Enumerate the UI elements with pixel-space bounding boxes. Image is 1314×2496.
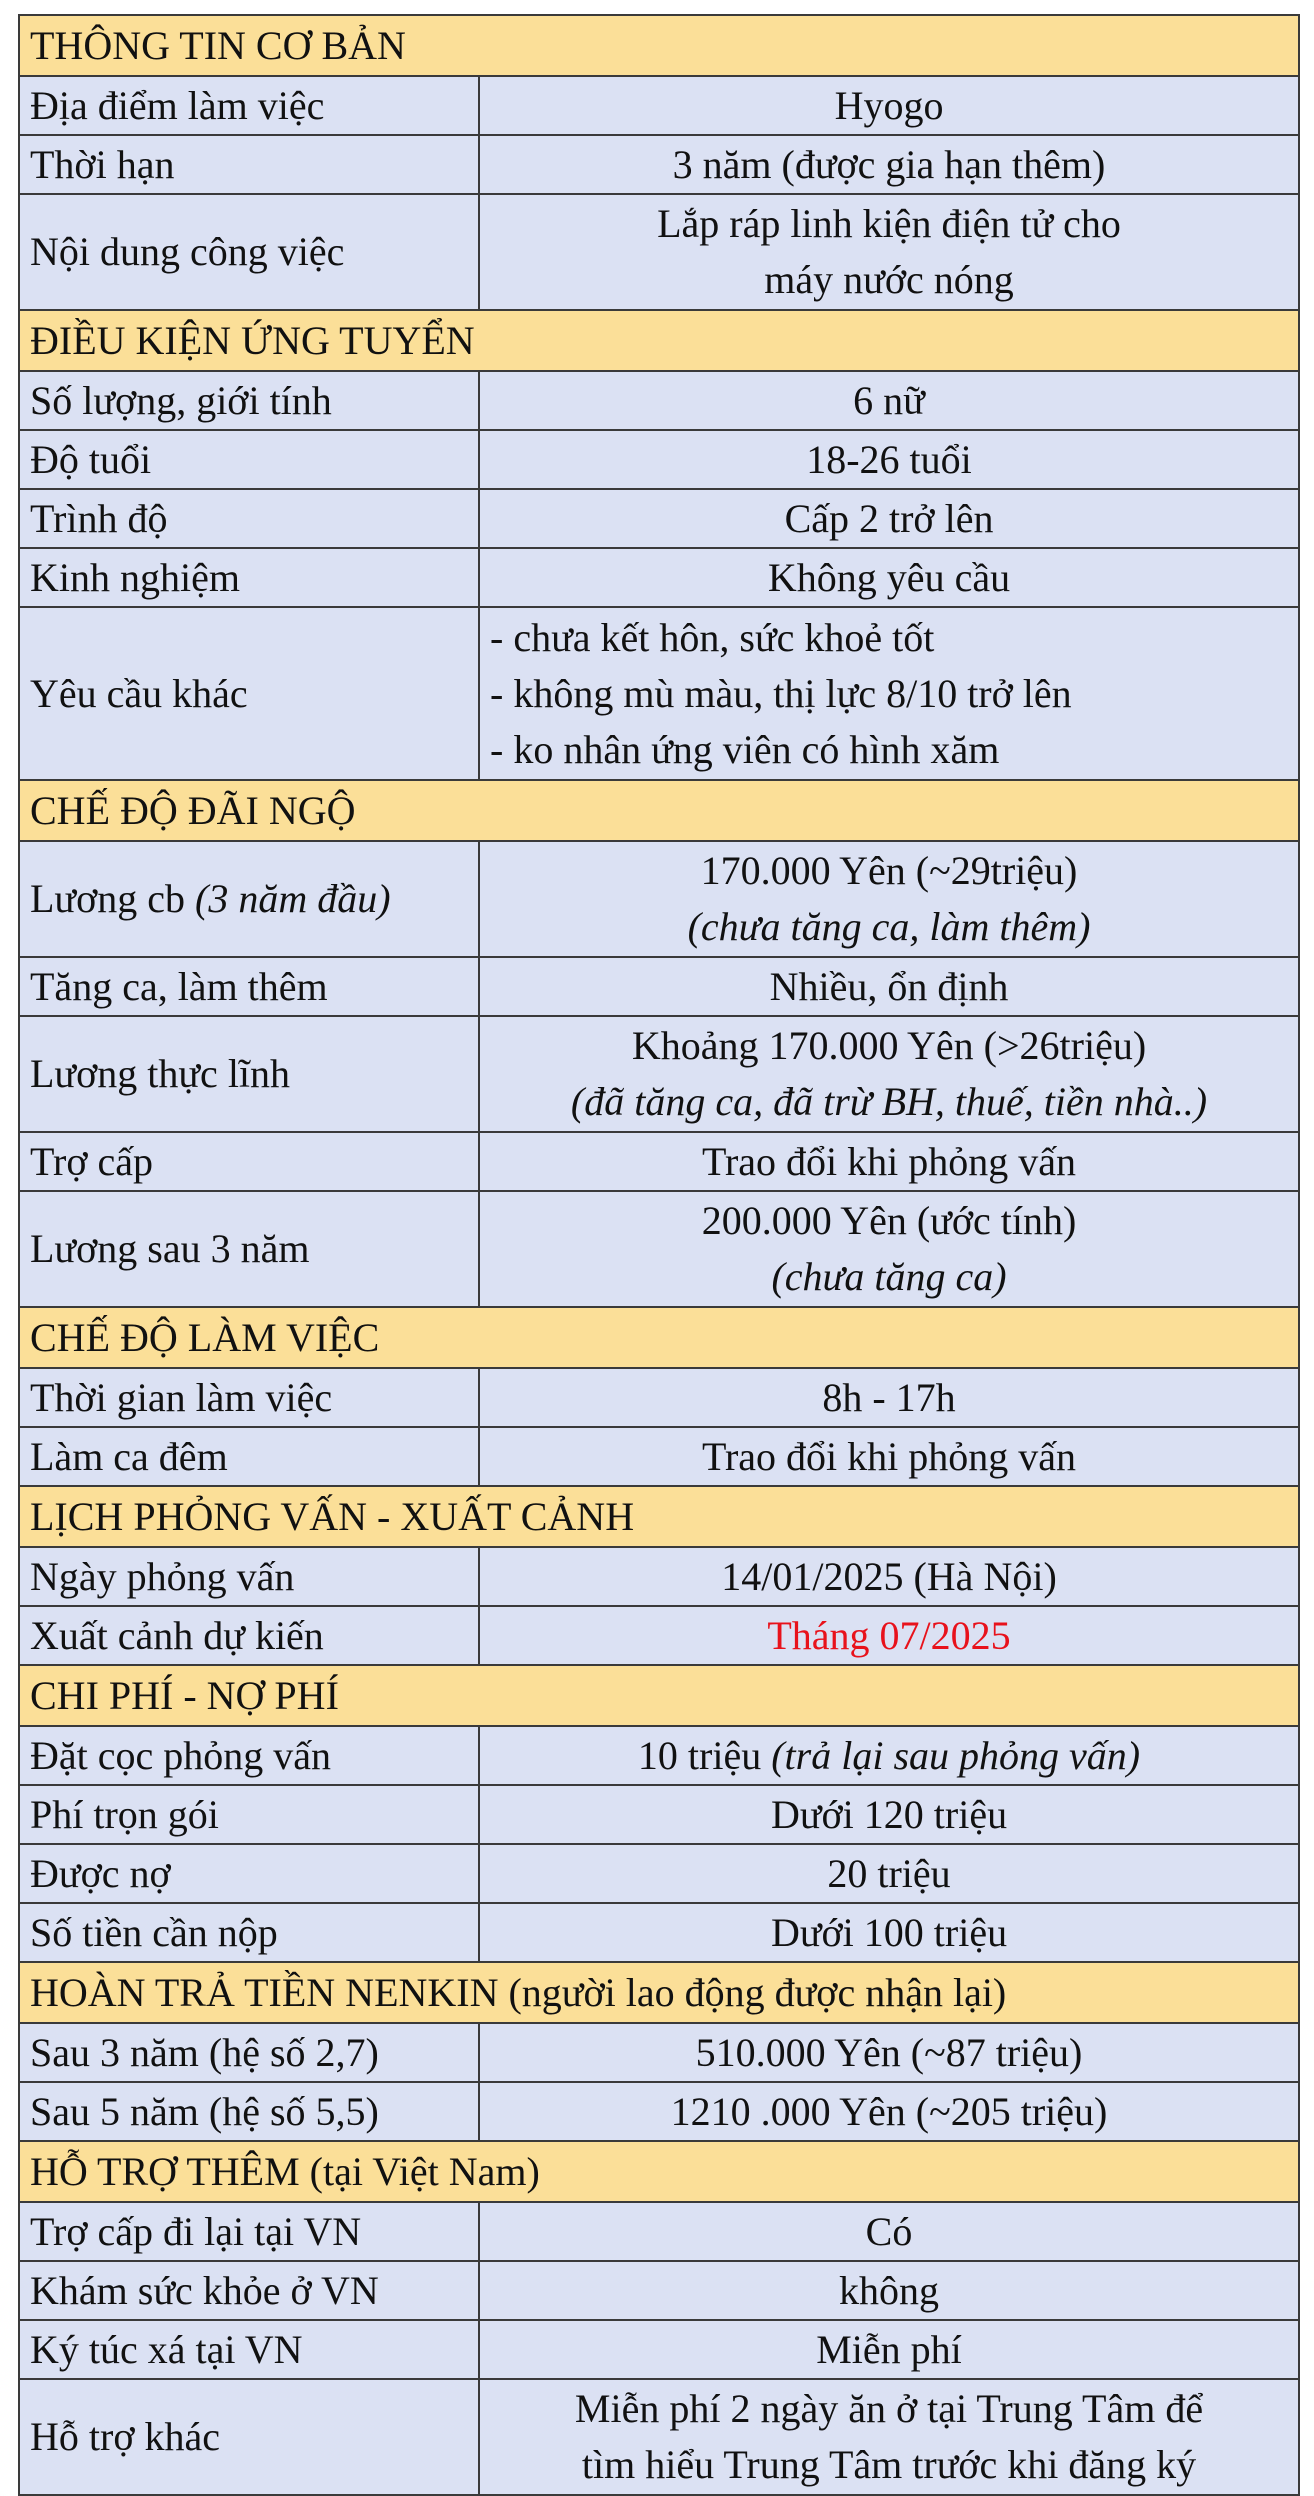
row-label: Số lượng, giới tính: [19, 371, 479, 430]
section-header-nenkin: [19, 1962, 1299, 2023]
row-label: [19, 841, 479, 957]
row-label: Độ tuổi: [19, 430, 479, 489]
table-row: [19, 548, 1299, 607]
label-text: Lương cb: [30, 876, 186, 921]
table-row: [19, 2202, 1299, 2261]
section-header-requirements: [19, 310, 1299, 371]
row-value: [479, 2379, 1299, 2495]
row-label: Yêu cầu khác: [19, 607, 479, 780]
value-note: (đã tăng ca, đã trừ BH, thuế, tiền nhà..): [570, 1079, 1208, 1124]
row-value: Miễn phí: [479, 2320, 1299, 2379]
row-label: Được nợ: [19, 1844, 479, 1903]
value-line: 200.000 Yên (ước tính): [701, 1198, 1077, 1243]
table-row: [19, 135, 1299, 194]
label-note: (3 năm đầu): [195, 876, 391, 921]
value-line: 170.000 Yên (~29triệu): [700, 848, 1078, 893]
row-label: Thời gian làm việc: [19, 1368, 479, 1427]
section-title: CHẾ ĐỘ LÀM VIỆC: [19, 1307, 1299, 1368]
section-header-extra-support: [19, 2141, 1299, 2202]
table-row: [19, 1427, 1299, 1486]
row-label: Thời hạn: [19, 135, 479, 194]
row-label: Lương thực lĩnh: [19, 1016, 479, 1132]
value-line: - chưa kết hôn, sức khoẻ tốt: [490, 614, 935, 660]
table-row: [19, 2082, 1299, 2141]
row-label: Đặt cọc phỏng vấn: [19, 1726, 479, 1785]
section-header-benefits: [19, 780, 1299, 841]
table-row: [19, 194, 1299, 310]
table-row: [19, 2320, 1299, 2379]
value-line: - ko nhân ứng viên có hình xăm: [490, 726, 1000, 772]
job-info-table: [18, 14, 1300, 2496]
value-note: (trả lại sau phỏng vấn): [771, 1732, 1141, 1778]
table-row: [19, 841, 1299, 957]
row-value: Có: [479, 2202, 1299, 2261]
value-line: Lắp ráp linh kiện điện tử cho: [657, 201, 1121, 246]
section-title: HỖ TRỢ THÊM (tại Việt Nam): [19, 2141, 1299, 2202]
row-label: Lương sau 3 năm: [19, 1191, 479, 1307]
table-row: [19, 1368, 1299, 1427]
row-label: Trợ cấp đi lại tại VN: [19, 2202, 479, 2261]
section-header-schedule: [19, 1486, 1299, 1547]
section-header-basic-info: [19, 15, 1299, 76]
row-label: Phí trọn gói: [19, 1785, 479, 1844]
row-value: [479, 1726, 1299, 1785]
job-info-sheet: [18, 14, 1298, 2496]
row-value: 18-26 tuổi: [479, 430, 1299, 489]
table-row: [19, 371, 1299, 430]
row-value: 14/01/2025 (Hà Nội): [479, 1547, 1299, 1606]
row-value: 6 nữ: [479, 371, 1299, 430]
row-value: Cấp 2 trở lên: [479, 489, 1299, 548]
section-title: CHẾ ĐỘ ĐÃI NGỘ: [19, 780, 1299, 841]
section-title: ĐIỀU KIỆN ỨNG TUYỂN: [19, 310, 1299, 371]
section-title: HOÀN TRẢ TIỀN NENKIN (người lao động được nhận lại): [19, 1962, 1299, 2023]
row-value: 1210 .000 Yên (~205 triệu): [479, 2082, 1299, 2141]
row-label: Sau 5 năm (hệ số 5,5): [19, 2082, 479, 2141]
table-row: [19, 489, 1299, 548]
value-note: (chưa tăng ca): [771, 1254, 1007, 1299]
row-label: Ngày phỏng vấn: [19, 1547, 479, 1606]
table-row: [19, 1726, 1299, 1785]
section-header-work-regime: [19, 1307, 1299, 1368]
row-label: Khám sức khỏe ở VN: [19, 2261, 479, 2320]
row-value: Dưới 120 triệu: [479, 1785, 1299, 1844]
departure-date-highlight: Tháng 07/2025: [479, 1606, 1299, 1665]
row-label: Số tiền cần nộp: [19, 1903, 479, 1962]
row-value: 510.000 Yên (~87 triệu): [479, 2023, 1299, 2082]
row-label: Xuất cảnh dự kiến: [19, 1606, 479, 1665]
row-label: Ký túc xá tại VN: [19, 2320, 479, 2379]
row-label: Trợ cấp: [19, 1132, 479, 1191]
section-title: THÔNG TIN CƠ BẢN: [19, 15, 1299, 76]
row-value: Trao đổi khi phỏng vấn: [479, 1132, 1299, 1191]
table-row: [19, 2023, 1299, 2082]
row-label: Địa điểm làm việc: [19, 76, 479, 135]
table-row: [19, 1606, 1299, 1665]
table-row: [19, 607, 1299, 780]
row-label: Hỗ trợ khác: [19, 2379, 479, 2495]
table-row: [19, 1844, 1299, 1903]
table-row: [19, 1903, 1299, 1962]
row-label: Làm ca đêm: [19, 1427, 479, 1486]
value-line: máy nước nóng: [764, 257, 1014, 302]
table-row: [19, 1132, 1299, 1191]
table-row: [19, 957, 1299, 1016]
row-value: 3 năm (được gia hạn thêm): [479, 135, 1299, 194]
section-title: LỊCH PHỎNG VẤN - XUẤT CẢNH: [19, 1486, 1299, 1547]
row-label: Tăng ca, làm thêm: [19, 957, 479, 1016]
row-value: Không yêu cầu: [479, 548, 1299, 607]
value-line: Miễn phí 2 ngày ăn ở tại Trung Tâm để: [574, 2386, 1204, 2431]
table-row: [19, 430, 1299, 489]
row-label: Nội dung công việc: [19, 194, 479, 310]
row-value: [479, 841, 1299, 957]
value-text: 10 triệu: [637, 1732, 762, 1778]
table-row: [19, 1191, 1299, 1307]
row-label: Kinh nghiệm: [19, 548, 479, 607]
row-value: [479, 607, 1299, 780]
row-value: 20 triệu: [479, 1844, 1299, 1903]
row-value: [479, 1191, 1299, 1307]
row-label: Sau 3 năm (hệ số 2,7): [19, 2023, 479, 2082]
value-line: Khoảng 170.000 Yên (>26triệu): [631, 1023, 1147, 1068]
row-value: [479, 194, 1299, 310]
row-value: Trao đổi khi phỏng vấn: [479, 1427, 1299, 1486]
table-row: [19, 2261, 1299, 2320]
section-title: CHI PHÍ - NỢ PHÍ: [19, 1665, 1299, 1726]
value-line: - không mù màu, thị lực 8/10 trở lên: [490, 670, 1072, 716]
row-value: Hyogo: [479, 76, 1299, 135]
row-value: [479, 1016, 1299, 1132]
value-note: (chưa tăng ca, làm thêm): [687, 904, 1091, 949]
table-row: [19, 1785, 1299, 1844]
table-row: [19, 1547, 1299, 1606]
row-value: không: [479, 2261, 1299, 2320]
table-row: [19, 1016, 1299, 1132]
table-row: [19, 76, 1299, 135]
value-line: tìm hiểu Trung Tâm trước khi đăng ký: [581, 2442, 1197, 2487]
row-label: Trình độ: [19, 489, 479, 548]
row-value: Nhiều, ổn định: [479, 957, 1299, 1016]
row-value: Dưới 100 triệu: [479, 1903, 1299, 1962]
row-value: 8h - 17h: [479, 1368, 1299, 1427]
table-row: [19, 2379, 1299, 2495]
section-header-costs: [19, 1665, 1299, 1726]
